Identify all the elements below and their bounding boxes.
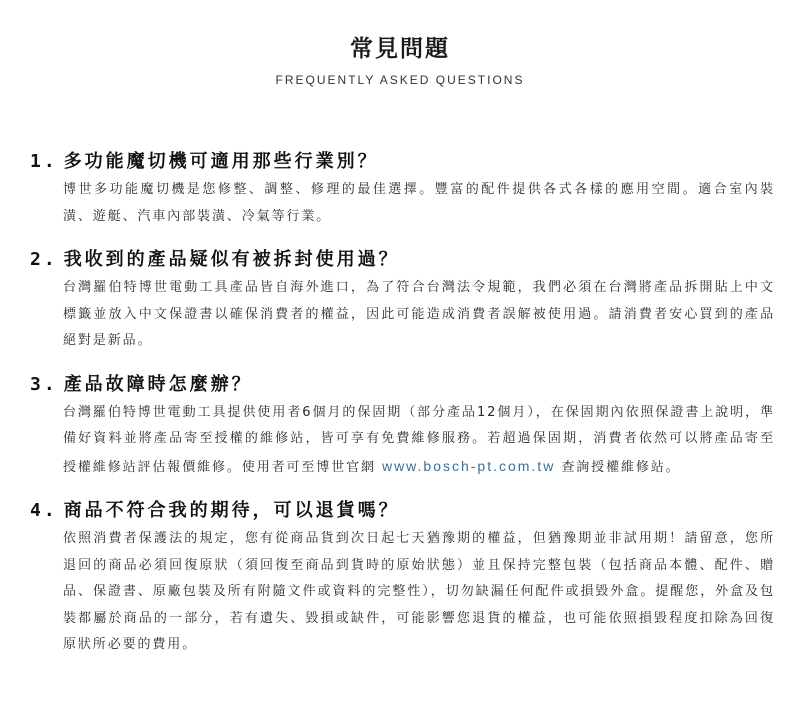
- faq-question-3: [30, 372, 775, 398]
- faq-answer-3: [63, 400, 775, 482]
- faq-list: [30, 149, 775, 676]
- faq-question-text: 產品故障時怎麼辦？: [63, 373, 253, 395]
- faq-number: 3.: [30, 373, 58, 395]
- bosch-website-link[interactable]: www.bosch-pt.com.tw: [381, 457, 556, 474]
- faq-answer-4: 依照消費者保護法的規定，您有從商品貨到次日起七天猶豫期的權益，但猶豫期並非試用期！請留意，您所退回的商品必須回復原狀（須回復至商品到貨時的原始狀態）並且保持完整包裝（包括商品本體、配件、贈品、保證書、原廠包裝及所有附隨文件或資料的完整性），切勿缺漏任何配件或損毀外盒。提醒您，外盒及包裝都屬於商品的一部分，若有遺失、毀損或缺件，可能影響您退貨的權益，也可能依照損毀程度扣除為回復原狀所必要的費用。: [63, 531, 775, 652]
- page-subtitle: FREQUENTLY ASKED QUESTIONS: [275, 73, 525, 87]
- faq-answer-2: 台灣羅伯特博世電動工具產品皆自海外進口，為了符合台灣法令規範，我們必須在台灣將產品拆開貼上中文標籤並放入中文保證書以確保消費者的權益，因此可能造成消費者誤解被使用過。請消費者安心買到的產品絕對是新品。: [63, 280, 775, 348]
- page-header: [0, 34, 800, 88]
- faq-answer-1: 博世多功能魔切機是您修整、調整、修理的最佳選擇。豐富的配件提供各式各樣的應用空間。適合室內裝潢、遊艇、汽車內部裝潢、冷氣等行業。: [63, 182, 775, 224]
- page-title: 常見問題: [350, 36, 450, 62]
- faq-item-1: [30, 149, 775, 230]
- faq-number: 2.: [30, 249, 58, 270]
- faq-question-4: [30, 498, 775, 524]
- faq-question-text: 多功能魔切機可適用那些行業別？: [63, 151, 379, 172]
- faq-item-4: [30, 498, 775, 659]
- faq-question-text: 商品不符合我的期待，可以退貨嗎？: [63, 500, 400, 521]
- faq-question-text: 我收到的產品疑似有被拆封使用過？: [63, 249, 400, 270]
- faq-answer-text: 台灣羅伯特博世電動工具提供使用者6個月的保固期（部分產品12個月），在保固期內依照保證書上說明，準備好資料並將產品寄至授權的維修站，皆可享有免費維修服務。若超過保固期，消費者依然可以將產品寄至授權維修站評估報價維修。使用者可至博世官網: [63, 404, 775, 475]
- faq-question-2: [30, 247, 775, 273]
- faq-number: 4.: [30, 500, 58, 521]
- faq-question-1: [30, 149, 775, 175]
- faq-item-3: [30, 372, 775, 482]
- faq-number: 1.: [30, 151, 58, 172]
- faq-answer-text: 查詢授權維修站。: [561, 459, 681, 475]
- faq-item-2: [30, 247, 775, 355]
